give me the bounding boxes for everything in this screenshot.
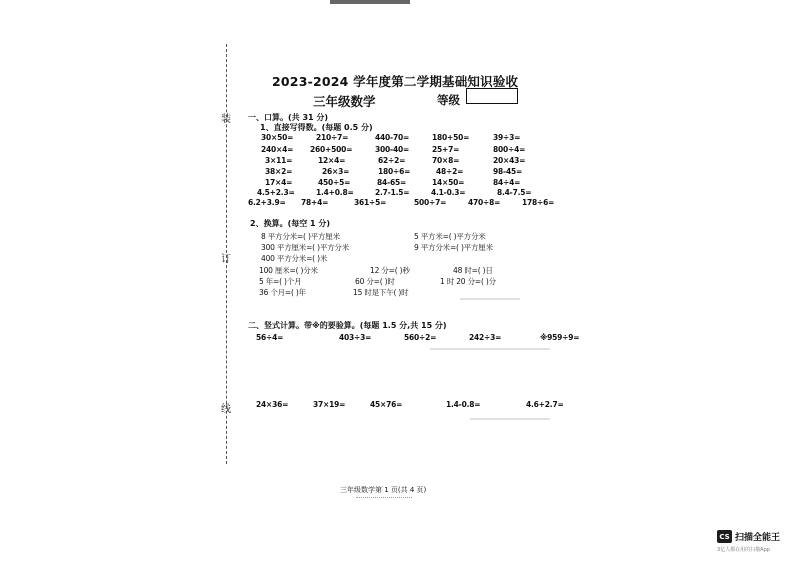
q-item: 240×4= (261, 145, 294, 154)
conversion-item: 8 平方分米=( )平方厘米 (261, 232, 340, 241)
q-item: 26×3= (322, 167, 350, 176)
q-item: 300-40= (375, 145, 410, 154)
conversion-item: 9 平方分米=( )平方厘米 (414, 243, 493, 252)
q-item: 1.4+0.8= (316, 188, 354, 197)
footer-rule (356, 497, 412, 500)
conversion-item: 5 年=( )个月 (259, 277, 302, 286)
q-item: 30×50= (261, 133, 294, 142)
q-item: 70×8= (432, 156, 460, 165)
section1-part1-heading: 1、直接写得数。(每题 0.5 分) (260, 123, 373, 132)
watermark-brand: 扫描全能王 (735, 533, 781, 543)
q-item: 98-45= (493, 167, 523, 176)
q-item: 260+500= (310, 145, 353, 154)
q-item: 84÷4= (493, 178, 521, 187)
q-item: 25+7= (432, 145, 460, 154)
q-item: 361÷5= (354, 198, 387, 207)
conversion-item: 36 个月=( )年 (259, 288, 306, 297)
calc-item: 24×36= (256, 400, 289, 409)
camscanner-logo-icon: CS (717, 530, 732, 543)
q-item: 8.4-7.5= (497, 188, 532, 197)
q-item: 800÷4= (493, 145, 526, 154)
conversion-item: 60 分=( )时 (355, 277, 395, 286)
section1-part2-heading: 2、换算。(每空 1 分) (250, 219, 331, 228)
q-item: 4.5+2.3= (257, 188, 295, 197)
q-item: 2.7-1.5= (375, 188, 410, 197)
calc-item: ※959÷9= (540, 333, 580, 342)
conversion-item: 300 平方厘米=( )平方分米 (261, 243, 350, 252)
exam-subtitle: 三年级数学 (313, 94, 376, 109)
q-item: 178÷6= (522, 198, 555, 207)
calc-item: 56÷4= (256, 333, 284, 342)
scanner-watermark (717, 530, 780, 543)
q-item: 470÷8= (468, 198, 501, 207)
scan-noise (460, 298, 520, 300)
calc-item: 242÷3= (469, 333, 502, 342)
calc-item: 45×76= (370, 400, 403, 409)
q-item: 38×2= (265, 167, 293, 176)
q-item: 62÷2= (378, 156, 406, 165)
conversion-item: 5 平方米=( )平方分米 (414, 232, 486, 241)
conversion-item: 48 时=( )日 (453, 266, 493, 275)
conversion-item: 400 平方分米=( )米 (261, 254, 328, 263)
q-item: 4.1-0.3= (431, 188, 466, 197)
q-item: 440-70= (375, 133, 410, 142)
scan-top-artifact (330, 0, 410, 4)
conversion-item: 12 分=( )秒 (370, 266, 410, 275)
q-item: 14×50= (432, 178, 465, 187)
grade-label: 等级 (437, 93, 460, 107)
scan-noise (430, 348, 550, 350)
q-item: 84-65= (377, 178, 407, 187)
calc-item: 1.4-0.8= (446, 400, 481, 409)
q-item: 48÷2= (436, 167, 464, 176)
binding-mark-1: 装 (221, 114, 231, 125)
q-item: 3×11= (265, 156, 293, 165)
q-item: 12×4= (318, 156, 346, 165)
exam-title: 2023-2024 学年度第二学期基础知识验收 (272, 74, 519, 89)
conversion-item: 1 时 20 分=( )分 (440, 277, 496, 286)
calc-item: 4.6+2.7= (526, 400, 564, 409)
section1-heading: 一、口算。(共 31 分) (248, 113, 329, 122)
q-item: 17×4= (265, 178, 293, 187)
grade-box[interactable] (466, 88, 518, 104)
section2-heading: 二、竖式计算。带※的要验算。(每题 1.5 分,共 15 分) (248, 321, 447, 330)
binding-mark-2: 订 (221, 254, 231, 265)
watermark-tagline: 3亿人都在用的扫描App (717, 547, 770, 553)
calc-item: 37×19= (313, 400, 346, 409)
q-item: 450÷5= (318, 178, 351, 187)
q-item: 500÷7= (414, 198, 447, 207)
page-footer: 三年级数学第 1 页(共 4 页) (340, 486, 427, 494)
q-item: 6.2+3.9= (248, 198, 286, 207)
q-item: 39÷3= (493, 133, 521, 142)
calc-item: 403÷3= (339, 333, 372, 342)
calc-item: 560÷2= (404, 333, 437, 342)
binding-mark-3: 线 (221, 404, 231, 415)
q-item: 20×43= (493, 156, 526, 165)
conversion-item: 15 时是下午( )时 (353, 288, 409, 297)
q-item: 78+4= (301, 198, 329, 207)
conversion-item: 100 厘米=( )分米 (259, 266, 318, 275)
q-item: 210÷7= (316, 133, 349, 142)
q-item: 180÷6= (378, 167, 411, 176)
scan-noise (470, 418, 550, 420)
q-item: 180+50= (432, 133, 470, 142)
